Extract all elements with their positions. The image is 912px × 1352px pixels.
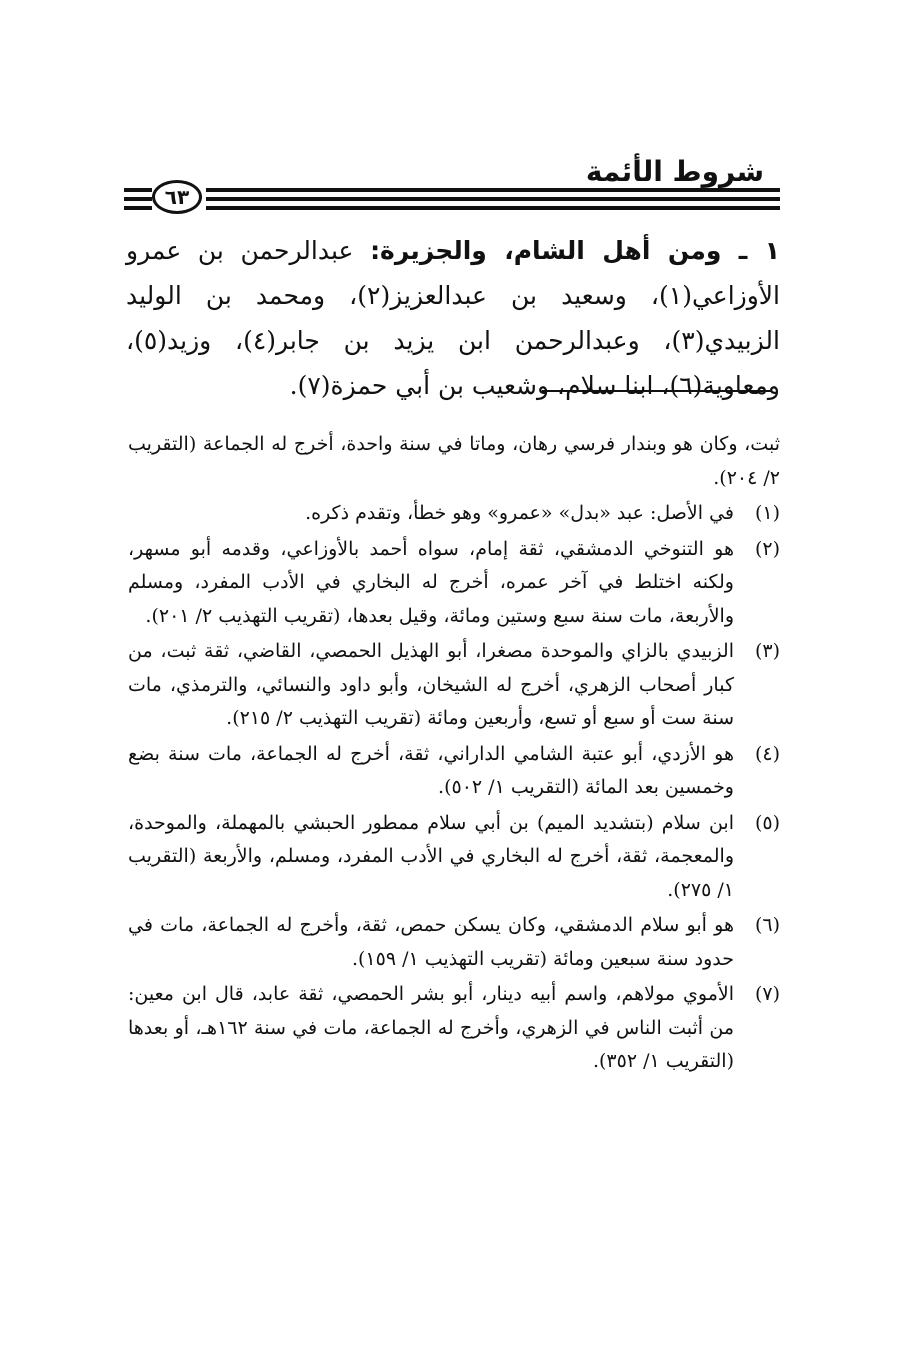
footnote-text: الأموي مولاهم، واسم أبيه دينار، أبو بشر الحمصي، ثقة عابد، قال ابن معين: من أثبت الناس في الزهري، وأخرج له الجماعة، مات في سنة ١٦٢هـ، أو بعدها (التقريب ١/ ٣٥٢).: [128, 983, 734, 1072]
header-rule-right: [206, 188, 780, 210]
footnote-2: [128, 533, 780, 634]
header-rule-left: [124, 188, 152, 210]
footnote-number: (٣): [754, 640, 780, 662]
footnote-number: (٧): [754, 983, 780, 1005]
footnote-number: (٢): [754, 537, 780, 560]
footnote-4: [128, 738, 780, 805]
main-body: عبدالرحمن بن عمرو الأوزاعي(١)، وسعيد بن عبدالعزيز(٢)، ومحمد بن الوليد الزبيدي(٣)، وعبدالرحمن ابن يزيد بن جابر(٤)، وزيد(٥)، ومعاوية(٦)، ابنا سلام، وشعيب بن أبي حمزة(٧).: [126, 236, 780, 400]
footnote-6: [128, 909, 780, 976]
main-text: [126, 228, 780, 408]
main-paragraph: [126, 228, 780, 408]
header-rule: [124, 180, 780, 220]
footnote-separator: [542, 390, 772, 392]
footnote-5: [128, 807, 780, 908]
footnote-text: هو التنوخي الدمشقي، ثقة إمام، سواه أحمد بالأوزاعي، وقدمه أبو مسهر، ولكنه اختلط في آخر عمره، أخرج له البخاري في الأدب المفرد، ومسلم والأربعة، مات سنة سبع وستين ومائة، وقيل بعدها، (تقريب التهذيب ٢/ ٢٠١).: [128, 537, 734, 627]
footnote-1: [128, 497, 780, 531]
footnote-text: هو الأزدي، أبو عتبة الشامي الداراني، ثقة، أخرج له الجماعة، مات سنة بضع وخمسين بعد المائة (التقريب ١/ ٥٠٢).: [128, 742, 734, 798]
section-lead: ١ ـ ومن أهل الشام، والجزيرة:: [370, 236, 780, 265]
footnote-text: الزبيدي بالزاي والموحدة مصغرا، أبو الهذيل الحمصي، القاضي، ثقة ثبت، من كبار أصحاب الزهري، أخرج له الشيخان، وأبو داود والنسائي، والترمذي، مات سنة ست أو سبع أو تسع، وأربعين ومائة (تقريب التهذيب ٢/ ٢١٥).: [128, 640, 734, 729]
footnote-text: هو أبو سلام الدمشقي، وكان يسكن حمص، ثقة، وأخرج له الجماعة، مات في حدود سنة سبعين ومائة (تقريب التهذيب ١/ ١٥٩).: [128, 914, 734, 970]
footnote-7: [128, 978, 780, 1079]
footnote-text: ابن سلام (بتشديد الميم) بن أبي سلام ممطور الحبشي بالمهملة، والموحدة، والمعجمة، ثقة، أخرج له البخاري في الأدب المفرد، ومسلم، والأربعة (التقريب ١/ ٢٧٥).: [128, 811, 734, 901]
footnote-number: (١): [754, 502, 780, 524]
footnote-text: في الأصل: عبد «بدل» «عمرو» وهو خطأ، وتقدم ذكره.: [305, 502, 734, 524]
footnote-number: (٤): [754, 742, 780, 765]
footnote-3: [128, 635, 780, 736]
page-number: ٦٣: [152, 180, 202, 214]
footnote-number: (٦): [754, 914, 780, 936]
footnote-continuation: ثبت، وكان هو وبندار فرسي رهان، وماتا في سنة واحدة، أخرج له الجماعة (التقريب ٢/ ٢٠٤).: [128, 433, 780, 489]
footnote-number: (٥): [754, 811, 780, 834]
footnotes: [128, 428, 780, 1081]
running-title: شروط الأئمة: [585, 155, 764, 188]
